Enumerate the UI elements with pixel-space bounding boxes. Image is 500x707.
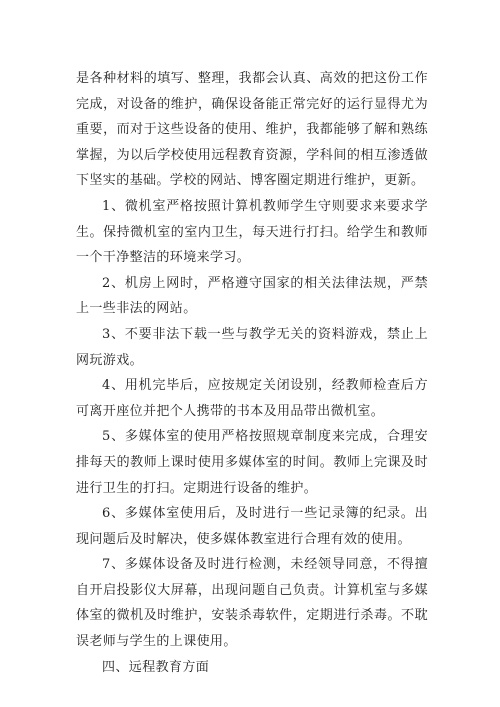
paragraph-item-7: 7、多媒体设备及时进行检测，未经领导同意，不得擅自开启投影仪大屏幕，出现问题自己负责。计算机室与多媒体室的微机及时维护，安装杀毒软件，定期进行杀毒。不耽误老师与学生的上课使用。 bbox=[76, 557, 428, 650]
paragraph-item-4: 4、用机完毕后，应按规定关闭设别，经教师检查后方可离开座位并把个人携带的书本及用品带出微机室。 bbox=[76, 378, 428, 419]
paragraph-item-6: 6、多媒体室使用后，及时进行一些记录簿的纪录。出现问题后及时解决，使多媒体教室进行合理有效的使用。 bbox=[76, 506, 428, 547]
paragraph-item-2: 2、机房上网时，严格遵守国家的相关法律法规，严禁上一些非法的网站。 bbox=[76, 275, 428, 317]
section-heading: 四、远程教育方面 bbox=[102, 659, 210, 675]
paragraph-item-3: 3、不要非法下载一些与教学无关的资料游戏，禁止上网玩游戏。 bbox=[76, 326, 428, 368]
document-page bbox=[76, 66, 428, 680]
paragraph-item-1: 1、微机室严格按照计算机教师学生守则要求来要求学生。保持微机室的室内卫生，每天进行打扫。给学生和教师一个干净整洁的环境来学习。 bbox=[76, 198, 428, 266]
paragraph-continuation: 是各种材料的填写、整理，我都会认真、高效的把这份工作完成，对设备的维护，确保设备能正常完好的运行显得尤为重要，而对于这些设备的使用、维护，我都能够了解和熟练掌握，为以后学校使用远程教育资源，学科间的相互渗透做下坚实的基础。学校的网站、博客圈定期进行维护，更新。 bbox=[76, 71, 428, 189]
paragraph-item-5: 5、多媒体室的使用严格按照规章制度来完成，合理安排每天的教师上课时使用多媒体室的时间。教师上完课及时进行卫生的打扫。定期进行设备的维护。 bbox=[76, 429, 428, 496]
